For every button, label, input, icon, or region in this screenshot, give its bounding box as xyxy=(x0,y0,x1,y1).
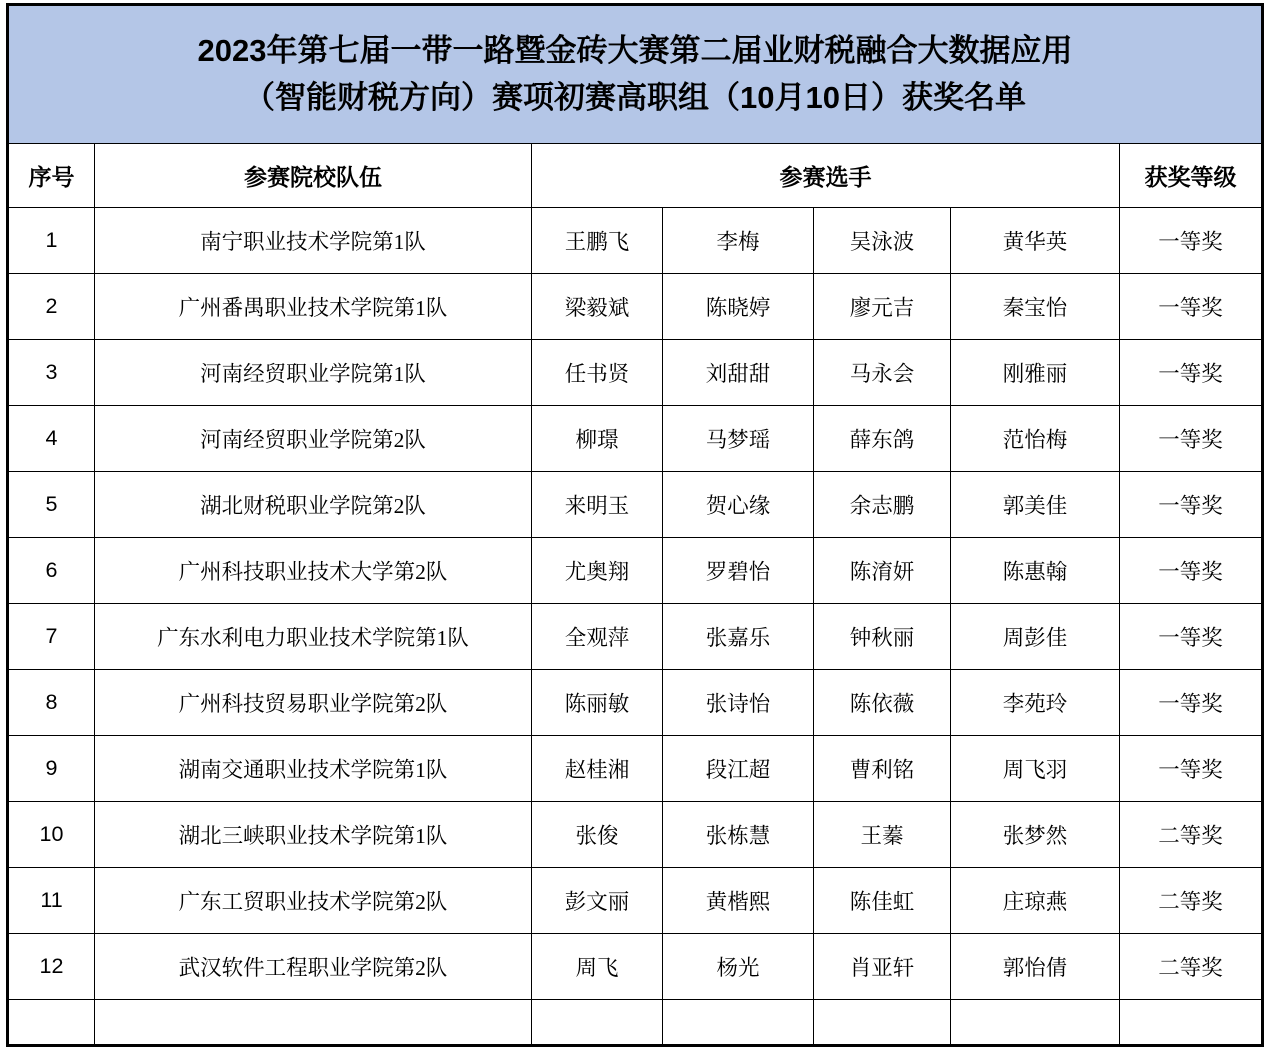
award-cell xyxy=(1120,1000,1263,1046)
award-cell: 一等奖 xyxy=(1120,340,1263,406)
player-cell: 薛东鸽 xyxy=(814,406,951,472)
player-cell: 尤奥翔 xyxy=(532,538,663,604)
team-cell: 广州科技贸易职业学院第2队 xyxy=(95,670,532,736)
player-cell: 黄楷熙 xyxy=(663,868,814,934)
row-number-cell: 1 xyxy=(8,208,95,274)
player-cell xyxy=(951,1000,1120,1046)
title-row xyxy=(8,5,1263,144)
team-cell: 湖南交通职业技术学院第1队 xyxy=(95,736,532,802)
header-no: 序号 xyxy=(8,144,95,208)
team-cell: 河南经贸职业学院第1队 xyxy=(95,340,532,406)
player-cell: 秦宝怡 xyxy=(951,274,1120,340)
table-row xyxy=(8,274,1263,340)
award-cell: 一等奖 xyxy=(1120,670,1263,736)
player-cell: 陈惠翰 xyxy=(951,538,1120,604)
player-cell: 赵桂湘 xyxy=(532,736,663,802)
player-cell xyxy=(663,1000,814,1046)
page-title-line2: （智能财税方向）赛项初赛高职组（10月10日）获奖名单 xyxy=(244,79,1026,115)
team-cell xyxy=(95,1000,532,1046)
team-cell: 河南经贸职业学院第2队 xyxy=(95,406,532,472)
player-cell: 全观萍 xyxy=(532,604,663,670)
player-cell: 陈淯妍 xyxy=(814,538,951,604)
award-cell: 二等奖 xyxy=(1120,934,1263,1000)
player-cell: 杨光 xyxy=(663,934,814,1000)
award-cell: 二等奖 xyxy=(1120,802,1263,868)
row-number-cell: 5 xyxy=(8,472,95,538)
player-cell: 陈晓婷 xyxy=(663,274,814,340)
award-cell: 一等奖 xyxy=(1120,208,1263,274)
player-cell: 刘甜甜 xyxy=(663,340,814,406)
player-cell: 张栋慧 xyxy=(663,802,814,868)
table-row xyxy=(8,934,1263,1000)
page-title-line1: 2023年第七届一带一路暨金砖大赛第二届业财税融合大数据应用 xyxy=(197,33,1073,68)
player-cell: 庄琼燕 xyxy=(951,868,1120,934)
player-cell: 李梅 xyxy=(663,208,814,274)
clipped-next-row xyxy=(8,1000,1263,1046)
team-cell: 广州番禺职业技术学院第1队 xyxy=(95,274,532,340)
row-number-cell: 9 xyxy=(8,736,95,802)
player-cell xyxy=(814,1000,951,1046)
player-cell: 柳璟 xyxy=(532,406,663,472)
table-row xyxy=(8,868,1263,934)
award-list-table xyxy=(6,3,1264,1047)
table-body xyxy=(8,208,1263,1000)
row-number-cell: 7 xyxy=(8,604,95,670)
team-cell: 武汉软件工程职业学院第2队 xyxy=(95,934,532,1000)
player-cell: 陈依薇 xyxy=(814,670,951,736)
player-cell: 张诗怡 xyxy=(663,670,814,736)
row-number-cell: 4 xyxy=(8,406,95,472)
team-cell: 广东水利电力职业技术学院第1队 xyxy=(95,604,532,670)
player-cell: 陈丽敏 xyxy=(532,670,663,736)
table-row xyxy=(8,472,1263,538)
player-cell: 曹利铭 xyxy=(814,736,951,802)
table-row xyxy=(8,208,1263,274)
player-cell: 张梦然 xyxy=(951,802,1120,868)
table-header-row xyxy=(8,144,1263,208)
team-cell: 湖北财税职业学院第2队 xyxy=(95,472,532,538)
player-cell: 廖元吉 xyxy=(814,274,951,340)
player-cell: 来明玉 xyxy=(532,472,663,538)
player-cell: 任书贤 xyxy=(532,340,663,406)
player-cell: 刚雅丽 xyxy=(951,340,1120,406)
player-cell: 段江超 xyxy=(663,736,814,802)
player-cell: 马永会 xyxy=(814,340,951,406)
team-cell: 广州科技职业技术大学第2队 xyxy=(95,538,532,604)
award-cell: 一等奖 xyxy=(1120,604,1263,670)
player-cell xyxy=(532,1000,663,1046)
award-cell: 二等奖 xyxy=(1120,868,1263,934)
team-cell: 南宁职业技术学院第1队 xyxy=(95,208,532,274)
player-cell: 郭怡倩 xyxy=(951,934,1120,1000)
table-row xyxy=(8,736,1263,802)
player-cell: 郭美佳 xyxy=(951,472,1120,538)
player-cell: 黄华英 xyxy=(951,208,1120,274)
table-row xyxy=(8,670,1263,736)
player-cell: 吴泳波 xyxy=(814,208,951,274)
row-number-cell: 6 xyxy=(8,538,95,604)
row-number-cell: 3 xyxy=(8,340,95,406)
player-cell: 周飞羽 xyxy=(951,736,1120,802)
player-cell: 贺心缘 xyxy=(663,472,814,538)
award-cell: 一等奖 xyxy=(1120,406,1263,472)
player-cell: 范怡梅 xyxy=(951,406,1120,472)
row-number-cell: 2 xyxy=(8,274,95,340)
page xyxy=(0,3,1267,1038)
header-team: 参赛院校队伍 xyxy=(95,144,532,208)
player-cell: 周彭佳 xyxy=(951,604,1120,670)
player-cell: 张俊 xyxy=(532,802,663,868)
table-row xyxy=(8,406,1263,472)
player-cell: 王蓁 xyxy=(814,802,951,868)
table-row xyxy=(8,802,1263,868)
row-number-cell xyxy=(8,1000,95,1046)
award-cell: 一等奖 xyxy=(1120,538,1263,604)
header-award: 获奖等级 xyxy=(1120,144,1263,208)
header-players: 参赛选手 xyxy=(532,144,1120,208)
table-row xyxy=(8,604,1263,670)
team-cell: 广东工贸职业技术学院第2队 xyxy=(95,868,532,934)
row-number-cell: 11 xyxy=(8,868,95,934)
row-number-cell: 8 xyxy=(8,670,95,736)
table-row xyxy=(8,340,1263,406)
player-cell: 张嘉乐 xyxy=(663,604,814,670)
player-cell: 陈佳虹 xyxy=(814,868,951,934)
award-cell: 一等奖 xyxy=(1120,472,1263,538)
award-cell: 一等奖 xyxy=(1120,736,1263,802)
player-cell: 彭文丽 xyxy=(532,868,663,934)
team-cell: 湖北三峡职业技术学院第1队 xyxy=(95,802,532,868)
player-cell: 马梦瑶 xyxy=(663,406,814,472)
player-cell: 余志鹏 xyxy=(814,472,951,538)
page-title xyxy=(8,5,1263,144)
table-row xyxy=(8,538,1263,604)
player-cell: 罗碧怡 xyxy=(663,538,814,604)
award-cell: 一等奖 xyxy=(1120,274,1263,340)
player-cell: 李苑玲 xyxy=(951,670,1120,736)
player-cell: 钟秋丽 xyxy=(814,604,951,670)
player-cell: 周飞 xyxy=(532,934,663,1000)
player-cell: 肖亚轩 xyxy=(814,934,951,1000)
row-number-cell: 10 xyxy=(8,802,95,868)
player-cell: 梁毅斌 xyxy=(532,274,663,340)
row-number-cell: 12 xyxy=(8,934,95,1000)
player-cell: 王鹏飞 xyxy=(532,208,663,274)
